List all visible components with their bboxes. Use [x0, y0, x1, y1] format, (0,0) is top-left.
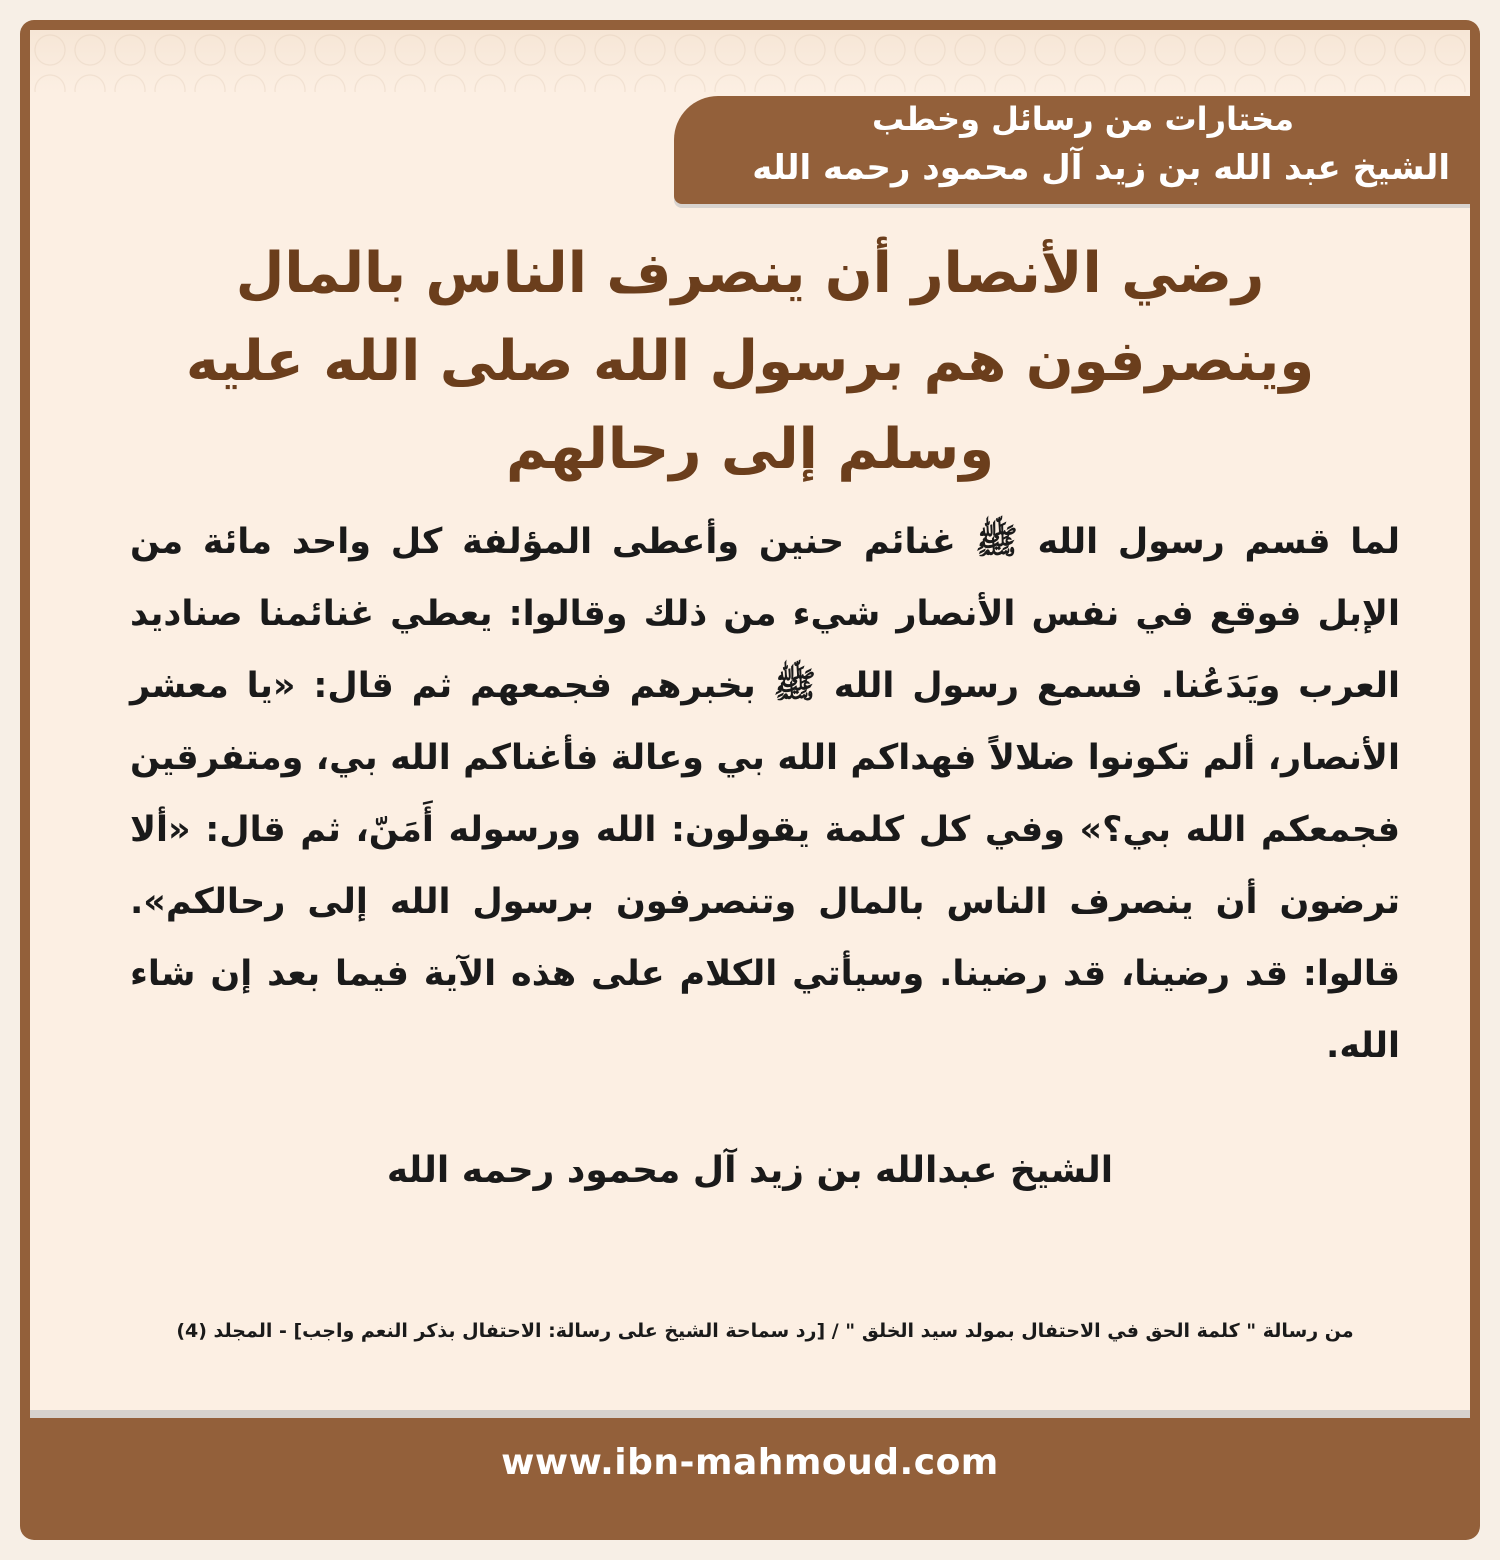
body-paragraph: لما قسم رسول الله ﷺ غنائم حنين وأعطى المؤلفة كل واحد مائة من الإبل فوقع في نفس الأنصار شيء من ذلك وقالوا: يعطي غنائمنا صناديد العرب ويَدَعُنا. فسمع رسول الله ﷺ بخبرهم فجمعهم ثم قال: «يا معشر الأنصار، ألم تكونوا ضلالاً فهداكم الله بي وعالة فأغناكم الله بي، ومتفرقين فجمعكم الله بي؟» وفي كل كلمة يقولون: الله ورسوله أَمَنّ، ثم قال: «ألا ترضون أن ينصرف الناس بالمال وتنصرفون برسول الله إلى رحالكم». قالوا: قد رضينا، قد رضينا. وسيأتي الكلام على هذه الآية فيما بعد إن شاء الله.	[130, 522, 1400, 1066]
card-frame	[20, 20, 1480, 1540]
header-banner	[674, 96, 1470, 204]
series-title: مختارات من رسائل وخطب	[871, 100, 1294, 138]
source-citation: من رسالة " كلمة الحق في الاحتفال بمولد سيد الخلق " / [رد سماحة الشيخ على رسالة: الاحتفال بذكر النعم واجب] - المجلد (4)	[176, 1320, 1354, 1342]
website-url: www.ibn-mahmoud.com	[501, 1442, 999, 1483]
divider	[30, 1410, 1470, 1418]
page-title: رضي الأنصار أن ينصرف الناس بالمال وينصرفون هم برسول الله صلى الله عليه وسلم إلى رحالهم	[185, 241, 1315, 482]
signature: الشيخ عبدالله بن زيد آل محمود رحمه الله	[386, 1150, 1114, 1191]
decorative-pattern	[30, 30, 1470, 92]
author-name-header: الشيخ عبد الله بن زيد آل محمود رحمه الله	[752, 148, 1450, 188]
content-panel	[30, 30, 1470, 1418]
